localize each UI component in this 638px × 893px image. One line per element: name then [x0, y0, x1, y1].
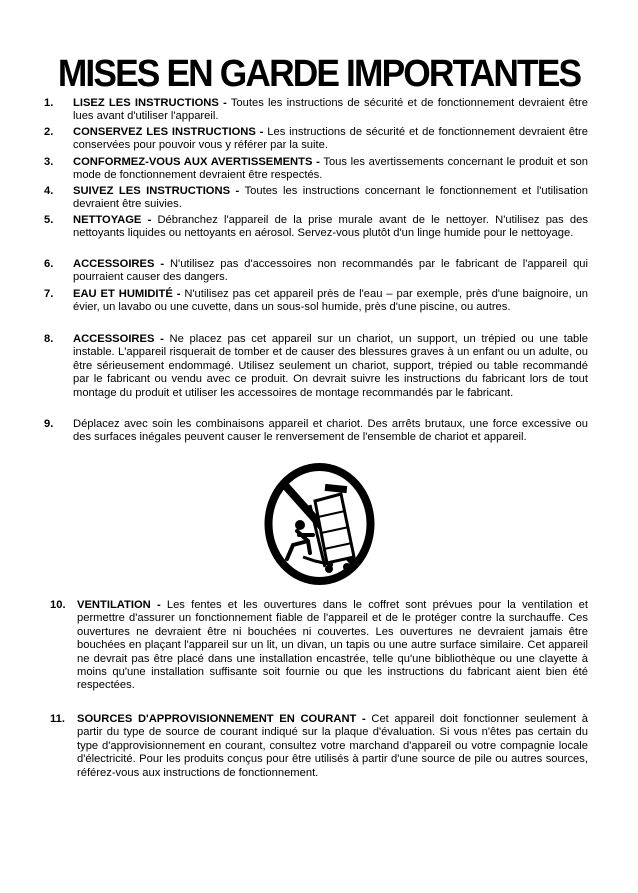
page-title: MISES EN GARDE IMPORTANTES — [57, 53, 581, 95]
instruction-item-6 — [44, 258, 589, 285]
item-heading: SUIVEZ LES INSTRUCTIONS - — [73, 185, 240, 197]
instruction-item-2 — [44, 126, 588, 153]
item-heading: CONFORMEZ-VOUS AUX AVERTISSEMENTS - — [73, 156, 320, 168]
item-number: 5. — [44, 214, 54, 226]
instruction-item-8 — [44, 333, 588, 400]
instruction-item-5 — [44, 214, 588, 241]
item-text: Cet appareil doit fonctionner seulement à partir du type de source de courant indiqué sur la plaque d'évaluation. Si vous n'êtes pas certain du type d'approvisionnement en courant, consultez votre marchand d'appareil ou votre compagnie locale d'électricité. Pour les produits conçus pour être utilisés à partir d'une source de pile ou autres sources, référez-vous aux instructions de fonctionnement. — [77, 713, 588, 779]
item-number: 7. — [44, 288, 54, 300]
item-heading: SOURCES D'APPROVISIONNEMENT EN COURANT - — [77, 713, 366, 725]
item-text: N'utilisez pas cet appareil près de l'eau – par exemple, près d'une baignoire, un évier, un lavabo ou une cuvette, dans un sous-sol humide, près d'une piscine, ou autres. — [73, 288, 588, 314]
instruction-item-1 — [44, 97, 588, 124]
instruction-item-4 — [44, 185, 588, 212]
item-text: Débranchez l'appareil de la prise murale avant de le nettoyer. N'utilisez pas des nettoyants liquides ou nettoyants en aérosol. Servez-vous plutôt d'un linge humide pour le nettoyage. — [73, 214, 588, 240]
item-text: Les fentes et les ouvertures dans le coffret sont prévues pour la ventilation et permettre d'assurer un fonctionnement fiable de l'appareil et de le protéger contre la surchauffe. Ces ouvertures ne devraient être ni bouchées ni couvertes. Les ouvertures ne devraient jamais être bouchées en plaçant l'appareil sur un lit, un divan, un tapis ou une autre surface similaire. Cet appareil ne devrait pas être placé dans une installation encastrée, telle qu'une bibliothèque ou une clayette à moins qu'une installation suffisante soit fournie ou que les instructions du fabricant aient bien été respectées. — [77, 599, 588, 692]
item-heading: CONSERVEZ LES INSTRUCTIONS - — [73, 126, 264, 138]
item-text: Les instructions de sécurité et de fonctionnement devraient être conservées pour pouvoir vous y référer par la suite. — [73, 126, 588, 152]
item-text: Toutes les instructions concernant le fonctionnement et l'utilisation devraient être suivies. — [73, 185, 588, 211]
item-number: 4. — [44, 185, 54, 197]
item-number: 9. — [44, 418, 54, 430]
item-number: 11. — [50, 713, 65, 725]
item-number: 1. — [44, 97, 54, 109]
item-text: Tous les avertissements concernant le produit et son mode de fonctionnement devraient être respectés. — [73, 156, 588, 182]
item-number: 2. — [44, 126, 54, 138]
item-number: 6. — [44, 258, 54, 270]
instruction-item-3 — [44, 156, 588, 183]
item-heading: NETTOYAGE - — [73, 214, 152, 226]
instruction-item-10 — [50, 599, 588, 693]
cart-tip-over-warning-icon — [263, 461, 376, 587]
cart-warning-svg — [263, 461, 376, 587]
item-number: 10. — [50, 599, 66, 611]
item-number: 3. — [44, 156, 54, 168]
item-text: N'utilisez pas d'accessoires non recommandés par le fabricant de l'appareil qui pourraient causer des dangers. — [73, 258, 589, 284]
item-text: Déplacez avec soin les combinaisons appareil et chariot. Des arrêts brutaux, une force excessive ou des surfaces inégales peuvent causer le renversement de l'ensemble de chariot et appareil. — [73, 418, 588, 444]
instruction-item-7 — [44, 288, 588, 315]
item-heading: ACCESSOIRES - — [73, 258, 165, 270]
item-text: Toutes les instructions de sécurité et de fonctionnement devraient être lues avant d'utiliser l'appareil. — [73, 97, 588, 123]
item-heading: VENTILATION - — [77, 599, 161, 611]
instruction-item-11 — [50, 713, 588, 780]
item-heading: ACCESSOIRES - — [73, 333, 164, 345]
item-text: Ne placez pas cet appareil sur un chariot, un support, un trépied ou une table instable. L'appareil risquerait de tomber et de causer des blessures graves à un enfant ou un adulte, ou être sérieusement endommagé. Utilisez seulement un chariot, support, trépied ou table recommandé par le fabricant ou vendu avec ce produit. On devrait suivre les instructions du fabricant lors de tout montage du produit et utiliser les accessoires de montage recommandés par le fabricant. — [73, 333, 588, 399]
item-heading: LISEZ LES INSTRUCTIONS - — [73, 97, 227, 109]
item-heading: EAU ET HUMIDITÉ - — [73, 288, 181, 300]
item-number: 8. — [44, 333, 54, 345]
instruction-item-9 — [44, 418, 588, 445]
